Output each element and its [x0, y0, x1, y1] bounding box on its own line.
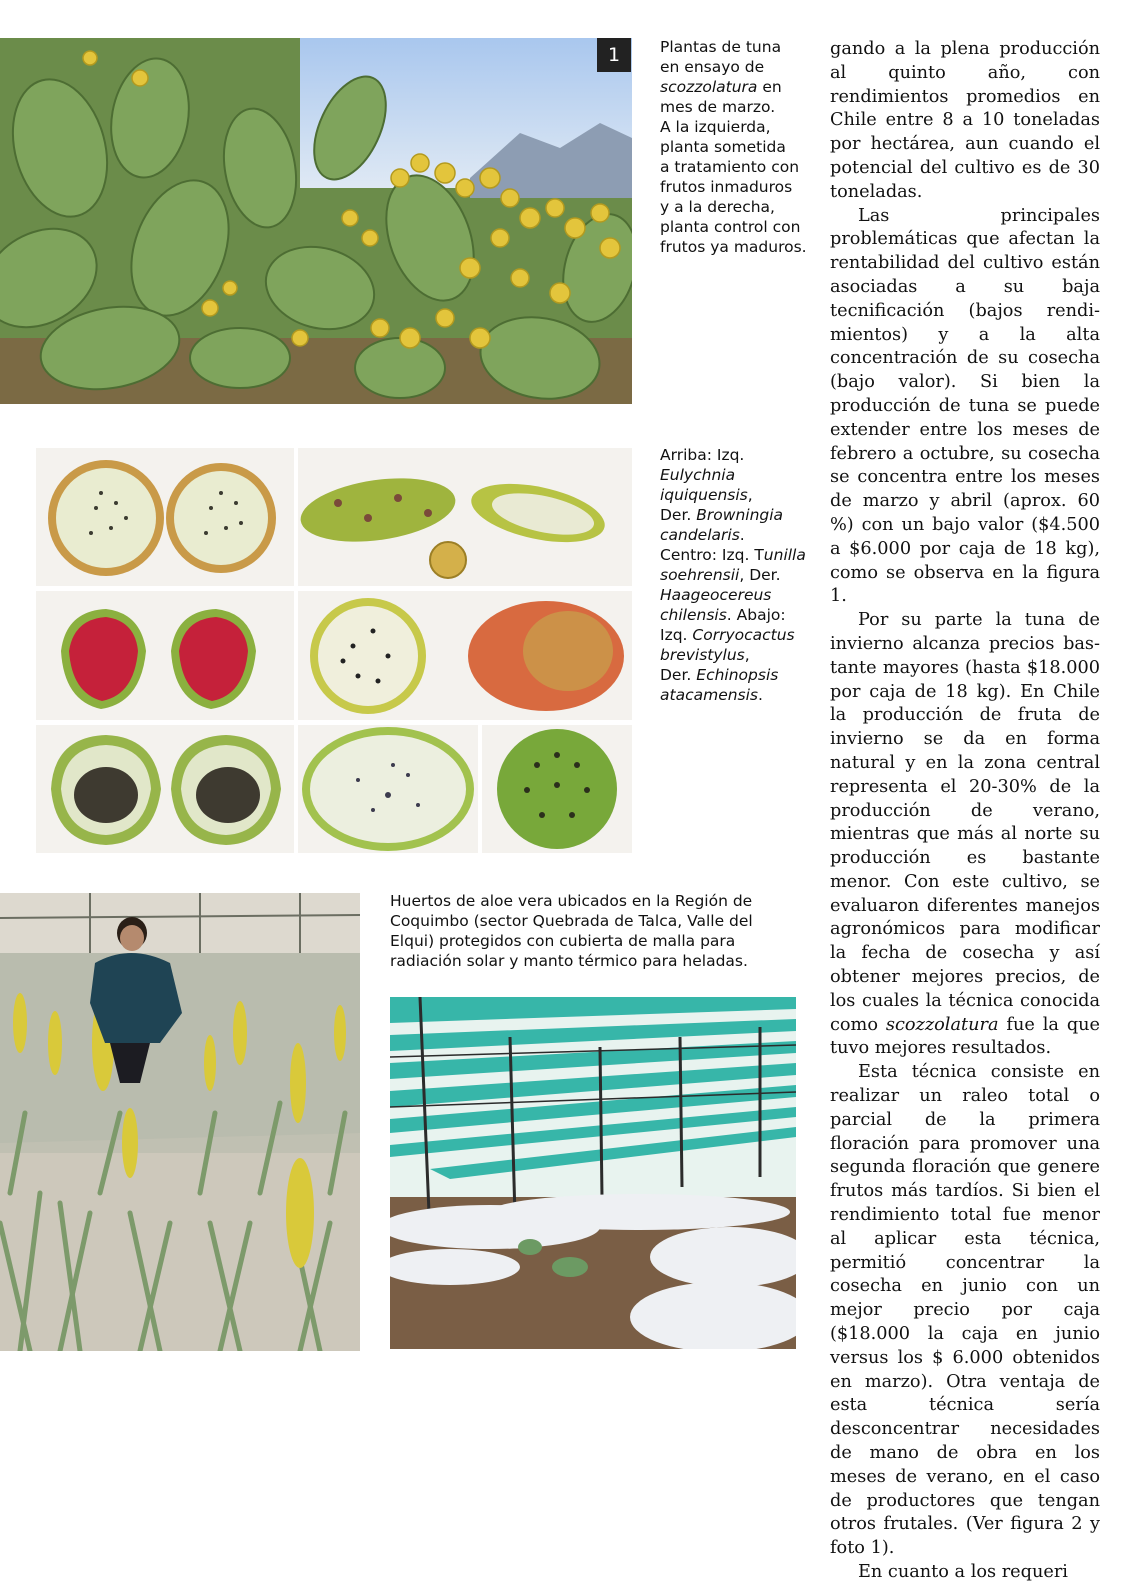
- technique-name: scozzolatura: [885, 1014, 999, 1035]
- eulychnia-fruit-photo: [36, 448, 294, 586]
- caption-line: planta sometida: [660, 138, 786, 156]
- species-name: unilla: [763, 546, 806, 564]
- caption-line: [660, 605, 810, 625]
- species-name: scozzolatura: [660, 78, 758, 96]
- browningia-fruit-photo: [298, 448, 632, 586]
- species-name: chilensis: [660, 606, 727, 624]
- caption-line: [660, 465, 810, 485]
- paragraph: [830, 609, 1100, 1061]
- echinopsis-cut-fruit-photo: [298, 725, 478, 853]
- caption-line: [660, 485, 810, 505]
- caption-line: radiación solar y manto térmico para heladas.: [390, 952, 748, 970]
- species-name: atacamensis: [660, 686, 759, 704]
- species-name: brevistylus: [660, 646, 745, 664]
- caption-line: planta control con: [660, 218, 801, 236]
- caption-text: .: [758, 686, 763, 704]
- caption-text: Centro: Izq. T: [660, 546, 764, 564]
- caption-text: Der.: [660, 506, 697, 524]
- species-name: Eulychnia: [660, 466, 736, 484]
- caption-text: en: [757, 78, 782, 96]
- caption-line: Arriba: Izq.: [660, 446, 745, 464]
- paragraph-text: Por su parte la tuna de invierno alcanza precios bastante mayores (hasta $18.000 por caja de 18 kg). En Chile la producción de fruta de invierno se da en forma natural y en la zona central representa el 20-30% de la producción de verano, mientras que más al norte su producción es bastante menor. Con este cultivo, se evaluaron diferentes manejos agronómicos para modificar la fecha de cosecha y así obtener mejores precios, de los cuales la técnica conocida como: [830, 610, 1100, 1035]
- caption-line: a tratamiento con: [660, 158, 800, 176]
- paragraph: gando a la plena producción al quinto año, con rendimientos promedios en Chile entre 8 a 10 toneladas por hectárea, aun cuando el potencial del cultivo es de 30 toneladas.: [830, 39, 1100, 202]
- caption-line: [660, 545, 810, 565]
- aloe-vera-field-photo: [0, 893, 360, 1351]
- species-name: Corryocactus: [692, 626, 795, 644]
- species-name: Browningia: [696, 506, 784, 524]
- caption-line: [660, 525, 810, 545]
- caption-line: A la izquierda,: [660, 118, 771, 136]
- tuna-plants-photo: [0, 38, 632, 404]
- paragraph: En cuanto a los requeri: [858, 1562, 1068, 1582]
- caption-line: frutos ya maduros.: [660, 238, 807, 256]
- caption-line: Huertos de aloe vera ubicados en la Región de: [390, 892, 753, 910]
- caption-line: Plantas de tuna: [660, 38, 782, 56]
- caption-line: [660, 665, 810, 685]
- caption-text: Der.: [660, 666, 697, 684]
- caption-text: , Der.: [739, 566, 781, 584]
- paragraph: Esta técnica consiste en realizar un raleo total o parcial de la primera floración para promover una segunda floración que genere frutos más tardíos. Si bien el rendimiento total fue menor al aplicar esta técnica, permitió concentrar la cosecha en junio con un mejor precio por caja ($18.000 la caja en junio versus los $ 6.000 obtenidos en marzo). Otra ventaja de esta técnica sería desconcentrar necesidades de mano de obra en los meses de verano, en el caso de productores que tengan otros frutales. (Ver figura 2 y foto 1).: [830, 1062, 1100, 1559]
- paragraph: Las principales problemáticas que afectan la rentabilidad del cultivo están asociadas a su baja tecnificación (bajos rendimientos) y a la alta concentración de su cosecha (bajo valor). Si bien la producción de tuna se puede extender entre los meses de febrero a octubre, su cosecha se concentra entre los meses de marzo y abril (aprox. 60 %) con un bajo valor ($4.500 a $6.000 por caja de 18 kg), como se observa en la figura 1.: [830, 205, 1100, 607]
- figure1-caption: [660, 37, 810, 257]
- caption-line: [660, 585, 810, 605]
- caption-text: ,: [747, 486, 753, 504]
- species-name: soehrensii: [660, 566, 740, 584]
- figure-number-badge: 1: [597, 38, 631, 72]
- article-body: [830, 38, 1100, 1585]
- caption-text: Izq.: [660, 626, 693, 644]
- species-name: candelaris: [660, 526, 740, 544]
- caption-line: Coquimbo (sector Quebrada de Talca, Valle del: [390, 912, 753, 930]
- species-name: iquiquensis: [660, 486, 748, 504]
- caption-line: [660, 565, 810, 585]
- species-name: Echinopsis: [696, 666, 779, 684]
- caption-line: [660, 77, 810, 97]
- caption-text: . Abajo:: [726, 606, 786, 624]
- caption-text: ,: [744, 646, 750, 664]
- figure3-caption: [390, 891, 790, 971]
- caption-line: frutos inmaduros: [660, 178, 793, 196]
- tunilla-fruit-photo: [36, 591, 294, 720]
- species-name: Haageocereus: [660, 586, 772, 604]
- shade-net-greenhouse-photo: [390, 997, 796, 1349]
- caption-line: en ensayo de: [660, 58, 765, 76]
- caption-line: [660, 625, 810, 645]
- haageocereus-fruit-photo: [298, 591, 632, 720]
- caption-line: y a la derecha,: [660, 198, 775, 216]
- echinopsis-whole-fruit-photo: [482, 725, 632, 853]
- caption-text: .: [739, 526, 745, 544]
- caption-line: mes de marzo.: [660, 98, 776, 116]
- corryocactus-fruit-photo: [36, 725, 294, 853]
- paragraph-text: fue la que tuvo mejores resultados.: [830, 1014, 1101, 1059]
- caption-line: Elqui) protegidos con cubierta de malla para: [390, 932, 736, 950]
- caption-line: [660, 645, 810, 665]
- caption-line: [660, 505, 810, 525]
- figure2-caption: [660, 445, 810, 705]
- caption-line: [660, 685, 810, 705]
